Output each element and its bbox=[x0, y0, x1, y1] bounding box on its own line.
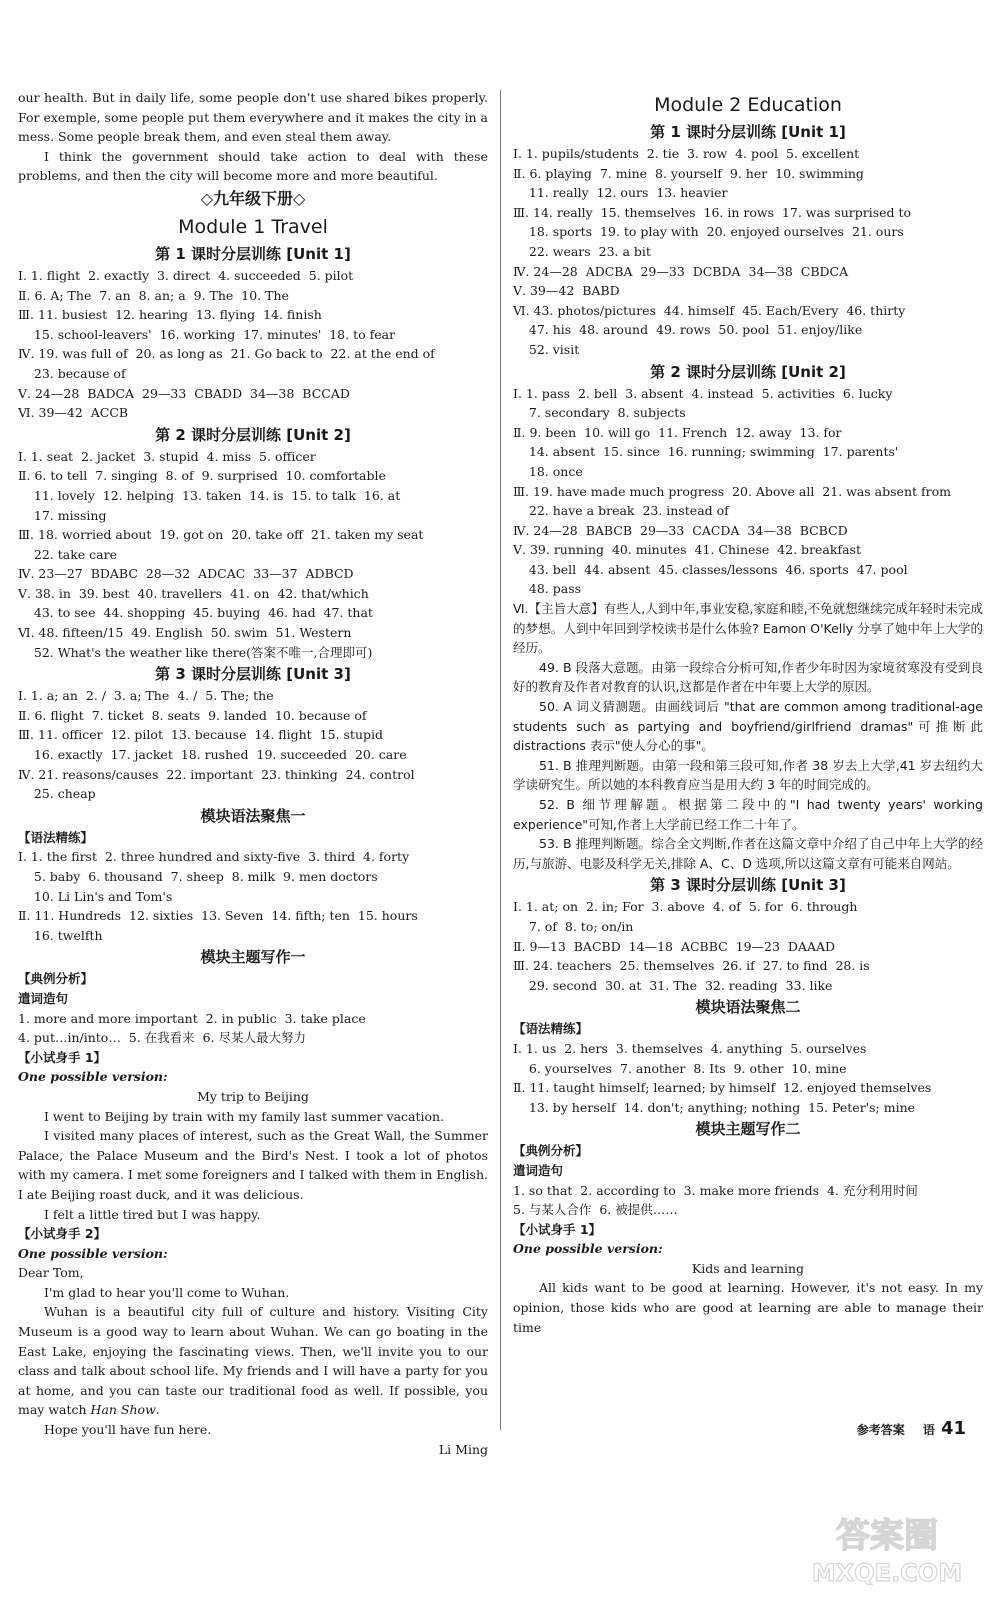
answer-line: 11. really 12. ours 13. heavier bbox=[513, 185, 728, 201]
left-column bbox=[18, 88, 488, 1459]
answer-line: Ⅴ. 24—28 BADCA 29—33 CBADD 34—38 BCCAD bbox=[18, 385, 350, 401]
answer-line: 18. once bbox=[513, 463, 583, 479]
answer-line: Ⅱ. 6. flight 7. ticket 8. seats 9. landed 10. because of bbox=[18, 707, 367, 723]
answer-line: 14. absent 15. since 16. running; swimming 17. parents' bbox=[513, 444, 899, 460]
m1-unit3-title: 第 3 课时分层训练 [Unit 3] bbox=[155, 665, 351, 684]
answer-line: 15. school-leavers' 16. working 17. minutes' 18. to fear bbox=[18, 326, 396, 342]
answer-line: 48. pass bbox=[513, 581, 582, 597]
watermark-top-text: 答案圈 bbox=[836, 1516, 938, 1556]
answer-line: Ⅲ. 19. have made much progress 20. Above all 21. was absent from bbox=[513, 483, 951, 499]
m2-unit1-title: 第 1 课时分层训练 [Unit 1] bbox=[650, 123, 846, 141]
footer-book: 语 bbox=[922, 1423, 935, 1437]
m1-unit1-answers bbox=[18, 266, 488, 423]
answer-line: Ⅰ. 1. flight 2. exactly 3. direct 4. succeeded 5. pilot bbox=[18, 267, 354, 283]
letter-greeting: Dear Tom, bbox=[18, 1265, 84, 1281]
answer-line: 5. 与某人合作 6. 被提供…… bbox=[513, 1202, 678, 1218]
answer-line: Ⅳ. 24—28 ADCBA 29—33 DCBDA 34—38 CBDCA bbox=[513, 263, 849, 279]
answer-line: Ⅱ. 6. to tell 7. singing 8. of 9. surprised 10. comfortable bbox=[18, 468, 386, 484]
right-column bbox=[513, 88, 983, 1337]
module-1-title: Module 1 Travel bbox=[178, 215, 328, 238]
answer-line: Ⅲ. 11. busiest 12. hearing 13. flying 14. finish bbox=[18, 307, 322, 323]
answer-line: Ⅳ. 21. reasons/causes 22. important 23. thinking 24. control bbox=[18, 766, 415, 782]
answer-line: 1. so that 2. according to 3. make more friends 4. 充分利用时间 bbox=[513, 1182, 918, 1198]
answer-line: Ⅲ. 14. really 15. themselves 16. in rows 17. was surprised to bbox=[513, 204, 912, 220]
answer-line: Ⅰ. 1. us 2. hers 3. themselves 4. anything 5. ourselves bbox=[513, 1040, 867, 1056]
one-possible-version: One possible version: bbox=[18, 1069, 168, 1085]
answer-line: Ⅲ. 24. teachers 25. themselves 26. if 27. to find 28. is bbox=[513, 958, 870, 974]
answer-line: 52. What's the weather like there(答案不唯一,合理即可) bbox=[18, 644, 373, 660]
writing-2-title: 模块主题写作二 bbox=[695, 1120, 801, 1139]
m2-unit3-answers bbox=[513, 897, 983, 995]
answer-line: Ⅴ. 39. running 40. minutes 41. Chinese 42. breakfast bbox=[513, 542, 861, 558]
intro-paragraph-2: I think the government should take action to deal with these problems, and then the city will become more and more beautiful. bbox=[18, 148, 488, 184]
answer-line: 29. second 30. at 31. The 32. reading 33. like bbox=[513, 977, 833, 993]
intro-paragraph-1: our health. But in daily life, some people don't use shared bikes properly. For exemple, some people put them everywhere and it makes the city in a mess. Some people break them, and even steal them away. bbox=[18, 90, 488, 145]
answer-line: 16. twelfth bbox=[18, 927, 103, 943]
answer-line: Ⅵ. 48. fifteen/15 49. English 50. swim 51. Western bbox=[18, 625, 352, 641]
m2-unit1-answers bbox=[513, 144, 983, 360]
letter-text: Wuhan is a beautiful city full of culture and history. Visiting City Museum is a good way to learn about Wuhan. We can go boating in the East Lake, enjoying the fascinating views. Then, we'll invite you to our class and talk about school life. My friends and I will have a party for you at home, and you can taste our traditional food as well. If possible, you may watch bbox=[18, 1304, 488, 1418]
answer-line: Ⅰ. 1. a; an 2. / 3. a; The 4. / 5. The; the bbox=[18, 688, 274, 704]
answer-line: 13. by herself 14. don't; anything; nothing 15. Peter's; mine bbox=[513, 1099, 916, 1115]
answer-line: 23. because of bbox=[18, 365, 126, 381]
try-1-label: 【小试身手 1】 bbox=[513, 1221, 602, 1237]
answer-line: 4. put…in/into… 5. 在我看来 6. 尽某人最大努力 bbox=[18, 1030, 307, 1046]
answer-line: 7. of 8. to; on/in bbox=[513, 918, 634, 934]
answer-line: 7. secondary 8. subjects bbox=[513, 405, 686, 421]
essay-title: My trip to Beijing bbox=[197, 1088, 309, 1104]
answer-line: Ⅰ. 1. the first 2. three hundred and sixty-five 3. third 4. forty bbox=[18, 849, 410, 865]
answer-line: Ⅴ. 38. in 39. best 40. travellers 41. on 42. that/which bbox=[18, 585, 369, 601]
answer-line: Ⅰ. 1. pupils/students 2. tie 3. row 4. pool 5. excellent bbox=[513, 146, 860, 161]
reading-main-idea: Ⅵ.【主旨大意】有些人,人到中年,事业安稳,家庭和睦,不免就想继续完成年轻时未完成的梦想。人到中年回到学校读书是什么体验? Eamon O'Kelly 分享了她中年上大学的经历。 bbox=[513, 601, 983, 656]
essay-paragraph: I went to Beijing by train with my family last summer vacation. bbox=[44, 1108, 445, 1124]
answer-line: Ⅱ. 9—13 BACBD 14—18 ACBBC 19—23 DAAAD bbox=[513, 938, 836, 954]
answer-line: 43. to see 44. shopping 45. buying 46. had 47. that bbox=[18, 605, 373, 621]
answer-line: 17. missing bbox=[18, 507, 107, 523]
answer-line: Ⅱ. 11. taught himself; learned; by himself 12. enjoyed themselves bbox=[513, 1080, 932, 1096]
answer-line: Ⅱ. 6. A; The 7. an 8. an; a 9. The 10. The bbox=[18, 287, 289, 303]
answer-line: 18. sports 19. to play with 20. enjoyed ourselves 21. ours bbox=[513, 224, 904, 240]
answer-line: Ⅳ. 23—27 BDABC 28—32 ADCAC 33—37 ADBCD bbox=[18, 566, 354, 582]
essay-paragraph: All kids want to be good at learning. However, it's not easy. In my opinion, those kids who are good at learning are able to manage their time bbox=[513, 1280, 983, 1335]
answer-line: 5. baby 6. thousand 7. sheep 8. milk 9. men doctors bbox=[18, 869, 378, 884]
answer-line: Ⅵ. 43. photos/pictures 44. himself 45. Each/Every 46. thirty bbox=[513, 302, 906, 318]
letter-text: . bbox=[155, 1402, 160, 1418]
answer-line: 52. visit bbox=[513, 341, 580, 357]
letter-paragraph bbox=[18, 1302, 488, 1420]
word-sentence-label: 遣词造句 bbox=[18, 990, 69, 1006]
writing-1-title: 模块主题写作一 bbox=[200, 948, 306, 967]
answer-line: 6. yourselves 7. another 8. Its 9. other 10. mine bbox=[513, 1060, 847, 1076]
grammar-focus-2-title: 模块语法聚焦二 bbox=[695, 998, 801, 1017]
answer-line: 11. lovely 12. helping 13. taken 14. is 15. to talk 16. at bbox=[18, 487, 401, 503]
page-number: 41 bbox=[940, 1418, 966, 1439]
grammar-1-answers bbox=[18, 847, 488, 945]
module-2-title: Module 2 Education bbox=[654, 94, 842, 116]
grammar-focus-1-title: 模块语法聚焦一 bbox=[200, 806, 306, 825]
m2-unit3-title: 第 3 课时分层训练 [Unit 3] bbox=[650, 876, 846, 895]
m1-unit2-title: 第 2 课时分层训练 [Unit 2] bbox=[155, 425, 351, 444]
m1-unit1-title: 第 1 课时分层训练 [Unit 1] bbox=[155, 244, 351, 263]
letter-show-name: Han Show bbox=[90, 1402, 156, 1418]
try-2-label: 【小试身手 2】 bbox=[18, 1226, 107, 1242]
grade-heading: ◇九年级下册◇ bbox=[200, 188, 306, 208]
essay-title: Kids and learning bbox=[691, 1260, 805, 1276]
typical-analysis-label: 【典例分析】 bbox=[513, 1143, 589, 1159]
answer-line: 22. wears 23. a bit bbox=[513, 243, 651, 259]
grammar-2-answers bbox=[513, 1039, 983, 1117]
reading-answer-50: 50. A 词义猜测题。由画线词后 "that are common among traditional-age students such as partying and boyfriend/girlfriend dramas"可推断此 distractions 表示"使人分心的事"。 bbox=[513, 699, 983, 754]
grammar-practice-label: 【语法精练】 bbox=[513, 1021, 589, 1037]
answer-line: 22. have a break 23. instead of bbox=[513, 503, 729, 519]
footer-label: 参考答案 bbox=[856, 1423, 905, 1437]
reading-answer-52: 52. B 细节理解题。根据第二段中的"I had twenty years' working experience"可知,作者上大学前已经工作二十年了。 bbox=[513, 797, 983, 832]
answer-line: 25. cheap bbox=[18, 786, 96, 802]
typical-analysis-label: 【典例分析】 bbox=[18, 971, 94, 987]
watermark-bottom-text: MXQE.COM bbox=[811, 1559, 963, 1587]
essay-paragraph: I felt a little tired but I was happy. bbox=[44, 1206, 261, 1222]
one-possible-version: One possible version: bbox=[18, 1245, 168, 1261]
answer-line: Ⅱ. 6. playing 7. mine 8. yourself 9. her 10. swimming bbox=[513, 165, 864, 181]
answer-line: 43. bell 44. absent 45. classes/lessons 46. sports 47. pool bbox=[513, 561, 908, 577]
answer-line: 22. take care bbox=[18, 546, 117, 562]
answer-line: Ⅱ. 11. Hundreds 12. sixties 13. Seven 14. fifth; ten 15. hours bbox=[18, 908, 418, 924]
reading-answer-51: 51. B 推理判断题。由第一段和第三段可知,作者 38 岁去上大学,41 岁去纽约大学读研究生。所以她的本科教育应当是用大约 3 年的时间完成的。 bbox=[513, 757, 983, 793]
watermark-logo bbox=[800, 1505, 975, 1590]
word-sentence-label: 遣词造句 bbox=[513, 1162, 564, 1178]
answer-line: Ⅰ. 1. at; on 2. in; For 3. above 4. of 5. for 6. through bbox=[513, 899, 858, 915]
essay-paragraph: I visited many places of interest, such as the Great Wall, the Summer Palace, the Palace Museum and the Bird's Nest. I took a lot of photos with my camera. I met some foreigners and I talked with them in English. I ate Beijing roast duck, and it was delicious. bbox=[18, 1128, 488, 1202]
answer-line: 16. exactly 17. jacket 18. rushed 19. succeeded 20. care bbox=[18, 747, 407, 763]
reading-answer-49: 49. B 段落大意题。由第一段综合分析可知,作者少年时因为家境贫寒没有受到良好的教育及作者对教育的认识,这都是作者在中年要上大学的原因。 bbox=[513, 659, 983, 695]
one-possible-version: One possible version: bbox=[513, 1241, 663, 1257]
letter-paragraph: I'm glad to hear you'll come to Wuhan. bbox=[44, 1284, 290, 1300]
column-divider bbox=[500, 90, 501, 1430]
answer-line: Ⅳ. 19. was full of 20. as long as 21. Go back to 22. at the end of bbox=[18, 346, 435, 362]
letter-signature: Li Ming bbox=[438, 1441, 488, 1457]
reading-answer-53: 53. B 推理判断题。综合全文判断,作者在这篇文章中介绍了自己中年上大学的经历,与旅游、电影及科学无关,排除 A、C、D 选项,所以这篇文章有可能来自网站。 bbox=[513, 836, 983, 871]
m1-unit2-answers bbox=[18, 447, 488, 663]
page-footer bbox=[857, 1418, 966, 1439]
answer-line: Ⅵ. 39—42 ACCB bbox=[18, 405, 129, 421]
answer-line: 1. more and more important 2. in public 3. take place bbox=[18, 1010, 366, 1026]
answer-line: Ⅲ. 18. worried about 19. got on 20. take off 21. taken my seat bbox=[18, 527, 424, 543]
answer-line: Ⅱ. 9. been 10. will go 11. French 12. away 13. for bbox=[513, 424, 842, 440]
answer-line: Ⅳ. 24—28 BABCB 29—33 CACDA 34—38 BCBCD bbox=[513, 522, 848, 538]
grammar-practice-label: 【语法精练】 bbox=[18, 829, 94, 845]
answer-line: Ⅲ. 11. officer 12. pilot 13. because 14. flight 15. stupid bbox=[18, 727, 383, 743]
answer-line: Ⅰ. 1. pass 2. bell 3. absent 4. instead 5. activities 6. lucky bbox=[513, 385, 893, 401]
m2-unit2-title: 第 2 课时分层训练 [Unit 2] bbox=[650, 362, 846, 381]
answer-line: 10. Li Lin's and Tom's bbox=[18, 888, 173, 904]
answer-line: 47. his 48. around 49. rows 50. pool 51. enjoy/like bbox=[513, 322, 863, 338]
answer-line: Ⅴ. 39—42 BABD bbox=[513, 283, 620, 299]
letter-paragraph: Hope you'll have fun here. bbox=[44, 1422, 212, 1438]
m1-unit3-answers bbox=[18, 686, 488, 804]
m2-unit2-answers bbox=[513, 384, 983, 600]
try-1-label: 【小试身手 1】 bbox=[18, 1049, 107, 1065]
answer-line: Ⅰ. 1. seat 2. jacket 3. stupid 4. miss 5. officer bbox=[18, 448, 316, 464]
